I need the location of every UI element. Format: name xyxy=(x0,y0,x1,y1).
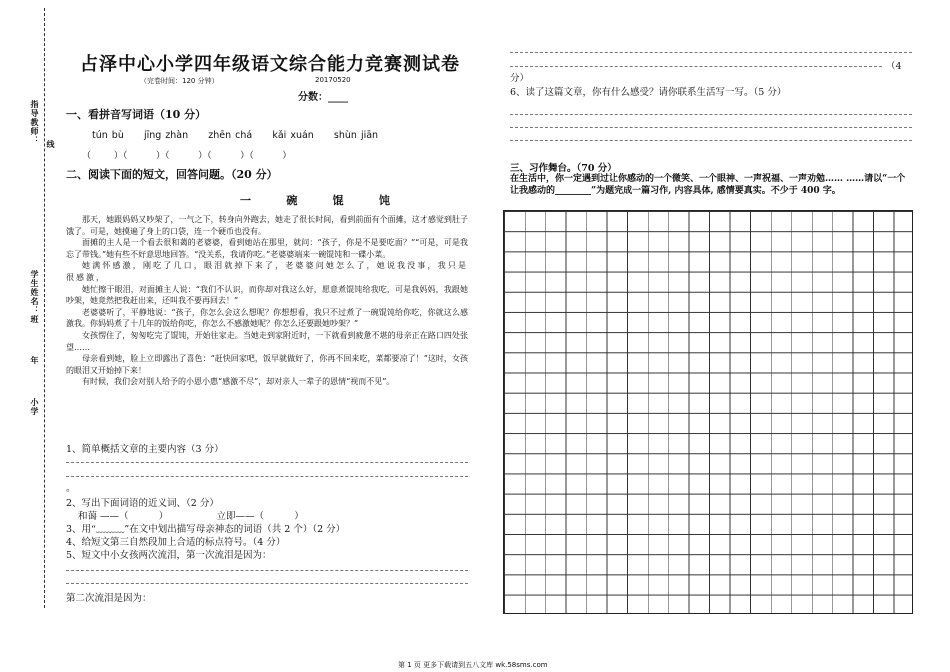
section3-heading: 三、习作舞台。（70 分） xyxy=(510,163,617,174)
story-title xyxy=(240,192,390,208)
story-title-char: 馄 xyxy=(332,194,344,207)
class-label: 班 xyxy=(30,315,40,324)
teacher-label: 指导教师： xyxy=(30,100,40,145)
q5-score-cont: 分） xyxy=(510,73,530,84)
pinyin-4: kǎi xuán xyxy=(272,130,314,141)
answer-line xyxy=(66,570,468,571)
score-field: 分数：____ xyxy=(298,92,348,103)
story-paragraph: 母亲看到她，脸上立即露出了喜色：“赶快回家吧，饭早就做好了，你再不回来吃，菜都要凉了！”这时，女孩的眼泪又开始掉下来！ xyxy=(66,354,468,375)
section3-prompt: 在生活中，你一定遇到过让你感动的一个微笑、一个眼神、一声祝福、一声劝勉…… ……请以“一个让我感动的________”为题完成一篇习作, 内容具体, 感情要真实。不少于 400 字。 xyxy=(510,174,906,196)
story-paragraph: 老婆婆听了，平静地说：“孩子，你怎么会这么想呢？你想想看，我只不过煮了一碗馄饨给你吃，你就这么感激我。你妈妈煮了十几年的饭给你吃，你怎么不感激她呢？你怎么还要跟她吵架？” xyxy=(66,307,468,329)
question-4: 4、给短文第三自然段加上合适的标点符号。（4 分） xyxy=(66,537,286,548)
answer-line xyxy=(510,52,912,53)
time-note: （完卷时间：120 分钟） xyxy=(140,77,219,85)
answer-line xyxy=(66,583,468,584)
q5-score: （4 xyxy=(886,61,902,72)
pinyin-1: tún bù xyxy=(92,130,124,141)
exam-date: 20170520 xyxy=(315,76,351,84)
question-5: 5、短文中小女孩两次流泪，第一次流泪是因为： xyxy=(66,550,272,561)
answer-line xyxy=(66,476,468,477)
section1-heading: 一、看拼音写词语（10 分） xyxy=(66,108,207,121)
story-paragraph: 她忙擦干眼泪，对面摊主人说：“我们不认识，而你却对我这么好，愿意煮馄饨给我吃，可是我妈妈，我跟她吵架，她竟然把我赶出来，还叫我不要再回去！” xyxy=(66,284,468,306)
section2-heading: 二、阅读下面的短文，回答问题。（20 分） xyxy=(66,168,278,181)
story-title-char: 一 xyxy=(240,194,251,207)
story-paragraph: 那天，她跟妈妈又吵架了，一气之下，转身向外跑去，她走了很长时间，看到前面有个面摊，这才感觉到肚子饿了。可是，她摸遍了身上的口袋，连一个硬币也没有。 xyxy=(66,215,468,236)
writing-grid[interactable] xyxy=(503,210,913,614)
pinyin-row xyxy=(92,130,378,141)
pinyin-5: shùn jiān xyxy=(333,130,379,141)
question-2: 2、写出下面词语的近义词、（2 分） xyxy=(66,498,219,509)
story-paragraph: 有时候，我们会对别人给予的小恩小惠“感激不尽”，却对亲人一辈子的恩情“视而不见”。 xyxy=(82,377,395,387)
pinyin-3: zhēn chá xyxy=(208,130,253,141)
student-name-label: 学生姓名： xyxy=(30,270,40,315)
seal-line-label: 线 xyxy=(46,140,56,149)
question-1-end: 。 xyxy=(66,483,76,494)
answer-line xyxy=(510,66,882,67)
school-label: 小学 xyxy=(30,398,40,416)
question-5b: 第二次流泪是因为： xyxy=(66,593,152,604)
story-title-char: 饨 xyxy=(378,194,390,207)
answer-line xyxy=(510,140,912,141)
question-1: 1、简单概括文章的主要内容（3 分） xyxy=(66,444,224,455)
story-body xyxy=(66,214,468,388)
pinyin-2: jīng zhàn xyxy=(143,130,189,141)
story-paragraph: 她满怀感激，刚吃了几口，眼泪就掉下来了，老婆婆问她怎么了，她说我没事，我只是很感激， xyxy=(66,261,468,282)
binding-line xyxy=(44,8,45,608)
story-paragraph: 女孩愣住了，匆匆吃完了馄饨，开始往家走。当她走到家附近时，一下就看到疲惫不堪的母亲正在路口四处张望…… xyxy=(66,330,468,352)
grade-label: 年 xyxy=(30,356,40,365)
answer-line xyxy=(510,114,912,115)
answer-line xyxy=(66,462,468,463)
page-title: 占泽中心小学四年级语文综合能力竞赛测试卷 xyxy=(80,54,460,75)
question-6: 6、读了这篇文章，你有什么感受？请你联系生活写一写。（5 分） xyxy=(510,87,787,98)
question-3: 3、用“﹏﹏﹏”在文中划出描写母亲神态的词语（共 2 个）（2 分） xyxy=(66,524,346,535)
answer-brackets: （ ）（ ）（ ）（ ）（ ） xyxy=(82,151,292,161)
question-2-items: 和蔼 ——（ ） 立即——（ ） xyxy=(78,511,304,522)
story-paragraph: 面摊的主人是一个看去很和蔼的老婆婆，看到她站在那里，就问：“孩子，你是不是要吃面？”“可是，可是我忘了带钱。”她有些不好意思地回答。“没关系，我请你吃。”老婆婆端来一碗馄饨和一碟小菜。 xyxy=(66,238,468,259)
answer-line xyxy=(510,127,912,128)
story-title-char: 碗 xyxy=(286,194,298,207)
page-footer: 第 1 页 更多下载请到五八文库 wk.58sms.com xyxy=(398,661,548,669)
